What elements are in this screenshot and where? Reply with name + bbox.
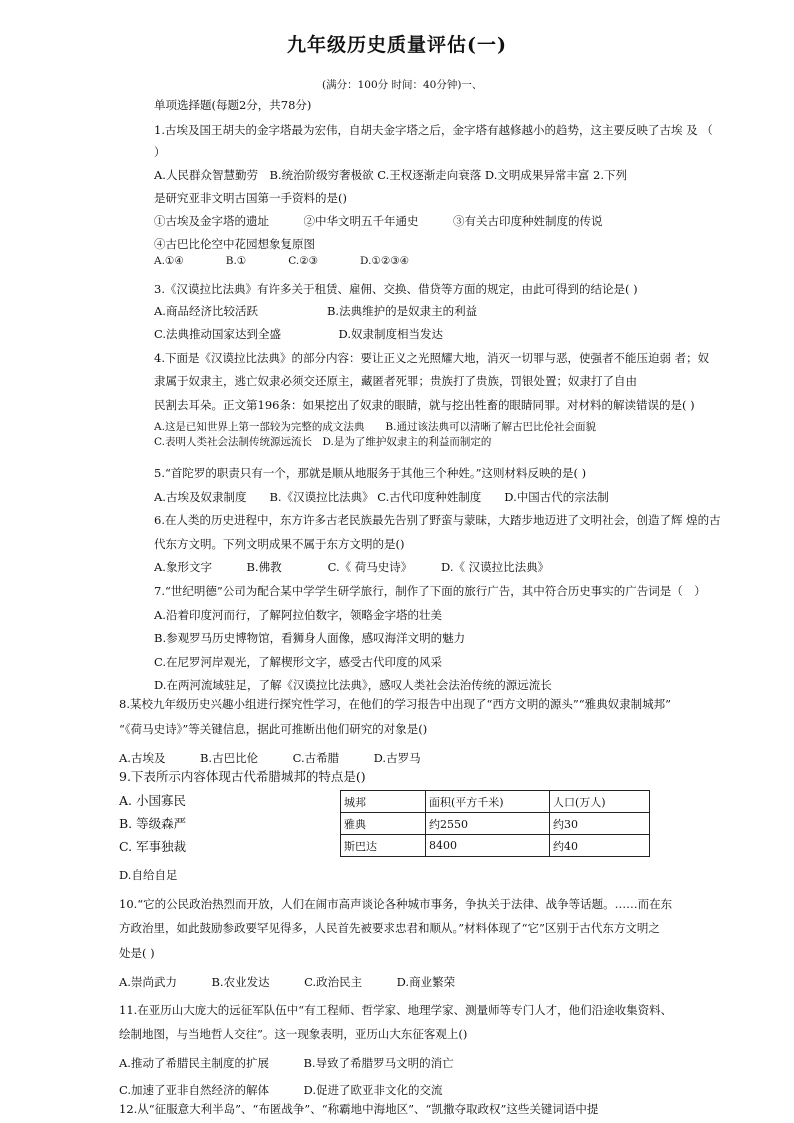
table-row xyxy=(341,835,650,857)
q4-stem-2: 隶属于奴隶主，逃亡奴隶必须交还原主，藏匿者死罪；贵族打了贵族，罚银处置；奴隶打了自由 xyxy=(154,374,637,388)
q11-stem: 11.在亚历山大庞大的远征军队伍中“有工程师、哲学家、地理学家、测量师等专门人才，他们沿途收集资料、 xyxy=(119,1003,673,1017)
q7-option-a: A.沿着印度河而行，了解阿拉伯数字，领略金字塔的壮美 xyxy=(154,608,442,622)
table-header-cell: 面积(平方千米) xyxy=(426,791,550,813)
q7-stem: 7.“世纪明德”公司为配合某中学学生研学旅行，制作了下面的旅行广告，其中符合历史事实的广告词是（ ） xyxy=(154,584,706,598)
q1-stem: 1.古埃及国王胡夫的金字塔最为宏伟，自胡夫金字塔之后，金字塔有越修越小的趋势，这主要反映了古埃 及 （ xyxy=(154,123,713,137)
q10-options: A.崇尚武力 B.农业发达 C.政治民主 D.商业繁荣 xyxy=(119,975,456,989)
table-header-row xyxy=(341,791,650,813)
q10-stem: 10.“它的公民政治热烈而开放，人们在闹市高声谈论各种城市事务，争执关于法律、战争等话题。……而在东 xyxy=(119,897,673,911)
q6-stem: 6.在人类的历史进程中，东方许多古老民族最先告别了野蛮与蒙昧，大踏步地迈进了文明社会，创造了辉 煌的古 xyxy=(154,513,721,527)
q2-options: A.①④ B.① C.②③ D.①②③④ xyxy=(154,255,410,267)
q9-option-d: D.自给自足 xyxy=(119,868,178,882)
q6-stem-2: 代东方文明。下列文明成果不属于东方文明的是() xyxy=(154,537,405,551)
q9-option-c: C. 军事独裁 xyxy=(119,839,187,854)
q9-option-a: A. 小国寡民 xyxy=(119,793,186,808)
q8-stem-2: “《荷马史诗》”等关键信息，据此可推断出他们研究的对象是() xyxy=(119,722,428,736)
q8-options: A.古埃及 B.古巴比伦 C.古希腊 D.古罗马 xyxy=(119,751,421,765)
city-state-table xyxy=(340,790,650,857)
q10-stem-3: 处是( ) xyxy=(119,946,155,960)
q3-options-ab: A.商品经济比较活跃 B.法典维护的是奴隶主的利益 xyxy=(154,304,478,318)
q8-stem: 8.某校九年级历史兴趣小组进行探究性学习，在他们的学习报告中出现了“西方文明的源头”“雅典奴隶制城邦” xyxy=(119,697,671,711)
q12-stem: 12.从“征服意大利半岛”、“布匿战争”、“称霸地中海地区”、“凯撒夺取政权”这些关键词语中提 xyxy=(119,1102,599,1116)
table-header-cell: 城邦 xyxy=(341,791,426,813)
page-title: 九年级历史质量评估(一) xyxy=(287,34,507,56)
q5-stem: 5.“首陀罗的职责只有一个，那就是顺从地服务于其他三个种姓。”这则材料反映的是( ) xyxy=(154,466,587,480)
q3-options-cd: C.法典推动国家达到全盛 D.奴隶制度相当发达 xyxy=(154,327,444,341)
q1-stem-end: ） xyxy=(154,145,166,159)
q9-option-b: B. 等级森严 xyxy=(119,816,187,831)
q11-options-ab: A.推动了希腊民主制度的扩展 B.导致了希腊罗马文明的消亡 xyxy=(119,1056,454,1070)
q7-option-d: D.在两河流域驻足，了解《汉谟拉比法典》，感叹人类社会法治传统的源远流长 xyxy=(154,678,552,692)
table-cell: 约40 xyxy=(550,835,650,857)
q11-options-cd: C.加速了亚非自然经济的解体 D.促进了欧亚非文化的交流 xyxy=(119,1083,443,1097)
table-cell: 雅典 xyxy=(341,813,426,835)
q2-stem: 是研究亚非文明古国第一手资料的是() xyxy=(154,191,347,205)
q11-stem-2: 绘制地图，与当地哲人交往”。这一现象表明，亚历山大东征客观上() xyxy=(119,1027,468,1041)
q1-options: A.人民群众智慧勤劳 B.统治阶级穷奢极欲 C.王权逐渐走向衰落 D.文明成果异常丰富 2.下列 xyxy=(154,168,628,182)
q2-items: ①古埃及金字塔的遗址 ②中华文明五千年通史 ③有关古印度种姓制度的传说 xyxy=(154,214,603,228)
table-row xyxy=(341,813,650,835)
q6-options: A.象形文字 B.佛教 C.《 荷马史诗》 D.《 汉谟拉比法典》 xyxy=(154,560,550,574)
q7-option-b: B.参观罗马历史博物馆，看狮身人面像，感叹海洋文明的魅力 xyxy=(154,631,466,645)
q4-options-ab: A.这是已知世界上第一部较为完整的成文法典 B.通过该法典可以清晰了解古巴比伦社会面貌 xyxy=(154,421,596,433)
q7-option-c: C.在尼罗河岸观光，了解楔形文字，感受古代印度的风采 xyxy=(154,655,443,669)
q2-items-2: ④古巴比伦空中花园想象复原图 xyxy=(154,237,315,251)
q10-stem-2: 方政治里，如此鼓励参政要罕见得多，人民首先被要求忠君和顺从。”材料体现了“它”区别于古代东方文明之 xyxy=(119,921,660,935)
q5-options: A.古埃及奴隶制度 B.《汉谟拉比法典》 C.古代印度种姓制度 D.中国古代的宗法制 xyxy=(154,490,609,504)
table-header-cell: 人口(万人) xyxy=(550,791,650,813)
q4-options-cd: C.表明人类社会法制传统源远流长 D.是为了维护奴隶主的利益而制定的 xyxy=(154,436,492,448)
table-cell: 约2550 xyxy=(426,813,550,835)
table-cell: 8400 xyxy=(426,835,550,857)
q4-stem-3: 民割去耳朵。正文第196条：如果挖出了奴隶的眼睛，就与挖出牲畜的眼睛同罪。对材料的解读错误的是( ) xyxy=(154,398,695,412)
exam-meta: (满分：100分 时间：40分钟)一、 xyxy=(322,79,483,91)
q4-stem: 4.下面是《汉谟拉比法典》的部分内容：要让正义之光照耀大地，消灭一切罪与恶，使强者不能压迫弱 者；奴 xyxy=(154,351,710,365)
table-cell: 斯巴达 xyxy=(341,835,426,857)
table-cell: 约30 xyxy=(550,813,650,835)
section-heading: 单项选择题(每题2分，共78分) xyxy=(154,98,312,112)
q3-stem: 3.《汉谟拉比法典》有许多关于租赁、雇佣、交换、借贷等方面的规定，由此可得到的结论是( ) xyxy=(154,282,638,296)
q9-stem: 9.下表所示内容体现古代希腊城邦的特点是() xyxy=(119,769,366,784)
